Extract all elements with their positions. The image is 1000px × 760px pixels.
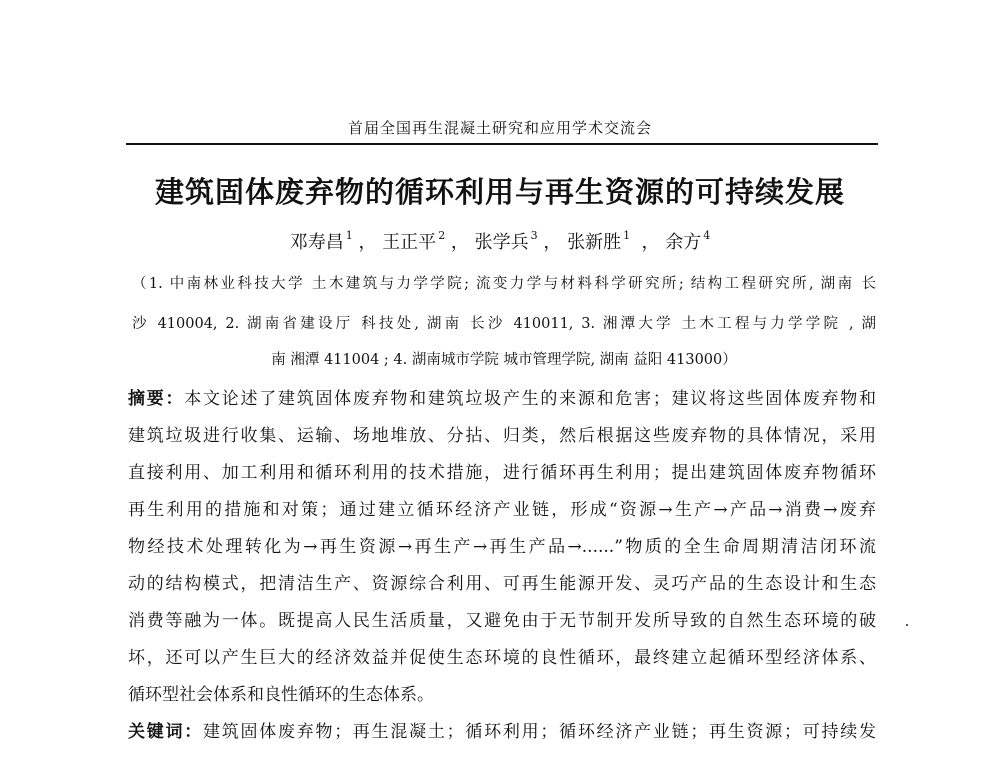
abstract-line: 循环型社会体系和良性循环的生态体系。 bbox=[128, 685, 434, 705]
keywords-line bbox=[128, 717, 876, 742]
author-affiliation-mark: 1 bbox=[623, 229, 631, 242]
header-rule bbox=[126, 143, 878, 145]
author-name: 张新胜 bbox=[567, 232, 622, 253]
abstract-line: 建筑垃圾进行收集、运输、场地堆放、分拈、归类，然后根据这些废弃物的具体情况，采用 bbox=[128, 426, 876, 446]
author-name: 余方 bbox=[665, 232, 702, 253]
abstract-line: 动的结构模式，把清洁生产、资源综合利用、可再生能源开发、灵巧产品的生态设计和生态 bbox=[128, 574, 876, 594]
author-affiliation-mark: 1 bbox=[345, 229, 353, 242]
affiliation-line: 沙 410004, 2. 湖南省建设厅 科技处, 湖南 长沙 410011, 3. 湘潭大学 土木工程与力学学院 , 湖 bbox=[132, 316, 876, 332]
paper-title: 建筑固体废弃物的循环利用与再生资源的可持续发展 bbox=[154, 175, 845, 209]
conference-header: 首届全国再生混凝土研究和应用学术交流会 bbox=[347, 119, 652, 137]
abstract-label: 摘要： bbox=[128, 389, 185, 409]
keywords-label: 关键词： bbox=[128, 722, 203, 742]
keywords-text: 建筑固体废弃物；再生混凝土；循环利用；循环经济产业链；再生资源；可持续发 bbox=[202, 722, 877, 742]
abstract-line: 再生利用的措施和对策；通过建立循环经济产业链，形成“资源→生产→产品→消费→废弃 bbox=[128, 500, 876, 520]
author-affiliation-mark: 3 bbox=[530, 229, 538, 242]
author-affiliation-mark: 2 bbox=[438, 229, 446, 242]
abstract-line: 坏，还可以产生巨大的经济效益并促使生态环境的良性循环，最终建立起循环型经济体系、 bbox=[128, 648, 876, 668]
affiliation-line: 南 湘潭 411004 ; 4. 湖南城市学院 城市管理学院, 湖南 益阳 413000） bbox=[271, 352, 737, 368]
affiliation-line: （1. 中南林业科技大学 土木建筑与力学学院; 流变力学与材料科学研究所; 结构工程研究所, 湖南 长 bbox=[132, 276, 876, 292]
author-list: 邓寿昌 $^1$ ， 王正平 $^2$ ， 张学兵 $^3$ ， 张新胜 $^1$ ， 余方 $^4$ bbox=[289, 229, 711, 253]
abstract-text: 本文论述了建筑固体废弃物和建筑垃圾产生的来源和危害；建议将这些固体废弃物和 bbox=[184, 389, 877, 409]
abstract-line: 物经技术处理转化为→再生资源→再生产→再生产品→......”物质的全生命周期清洁闭环流 bbox=[128, 537, 876, 557]
abstract-line bbox=[128, 384, 876, 409]
scan-speck bbox=[906, 624, 908, 626]
abstract-line: 直接利用、加工利用和循环利用的技术措施，进行循环再生利用；提出建筑固体废弃物循环 bbox=[128, 463, 876, 483]
author-name: 张学兵 bbox=[474, 232, 529, 253]
abstract-line: 消费等融为一体。既提高人民生活质量，又避免由于无节制开发所导致的自然生态环境的破 bbox=[128, 611, 876, 631]
author-name: 王正平 bbox=[382, 232, 437, 253]
author-name: 邓寿昌 bbox=[289, 232, 344, 253]
author-affiliation-mark: 4 bbox=[703, 229, 711, 242]
